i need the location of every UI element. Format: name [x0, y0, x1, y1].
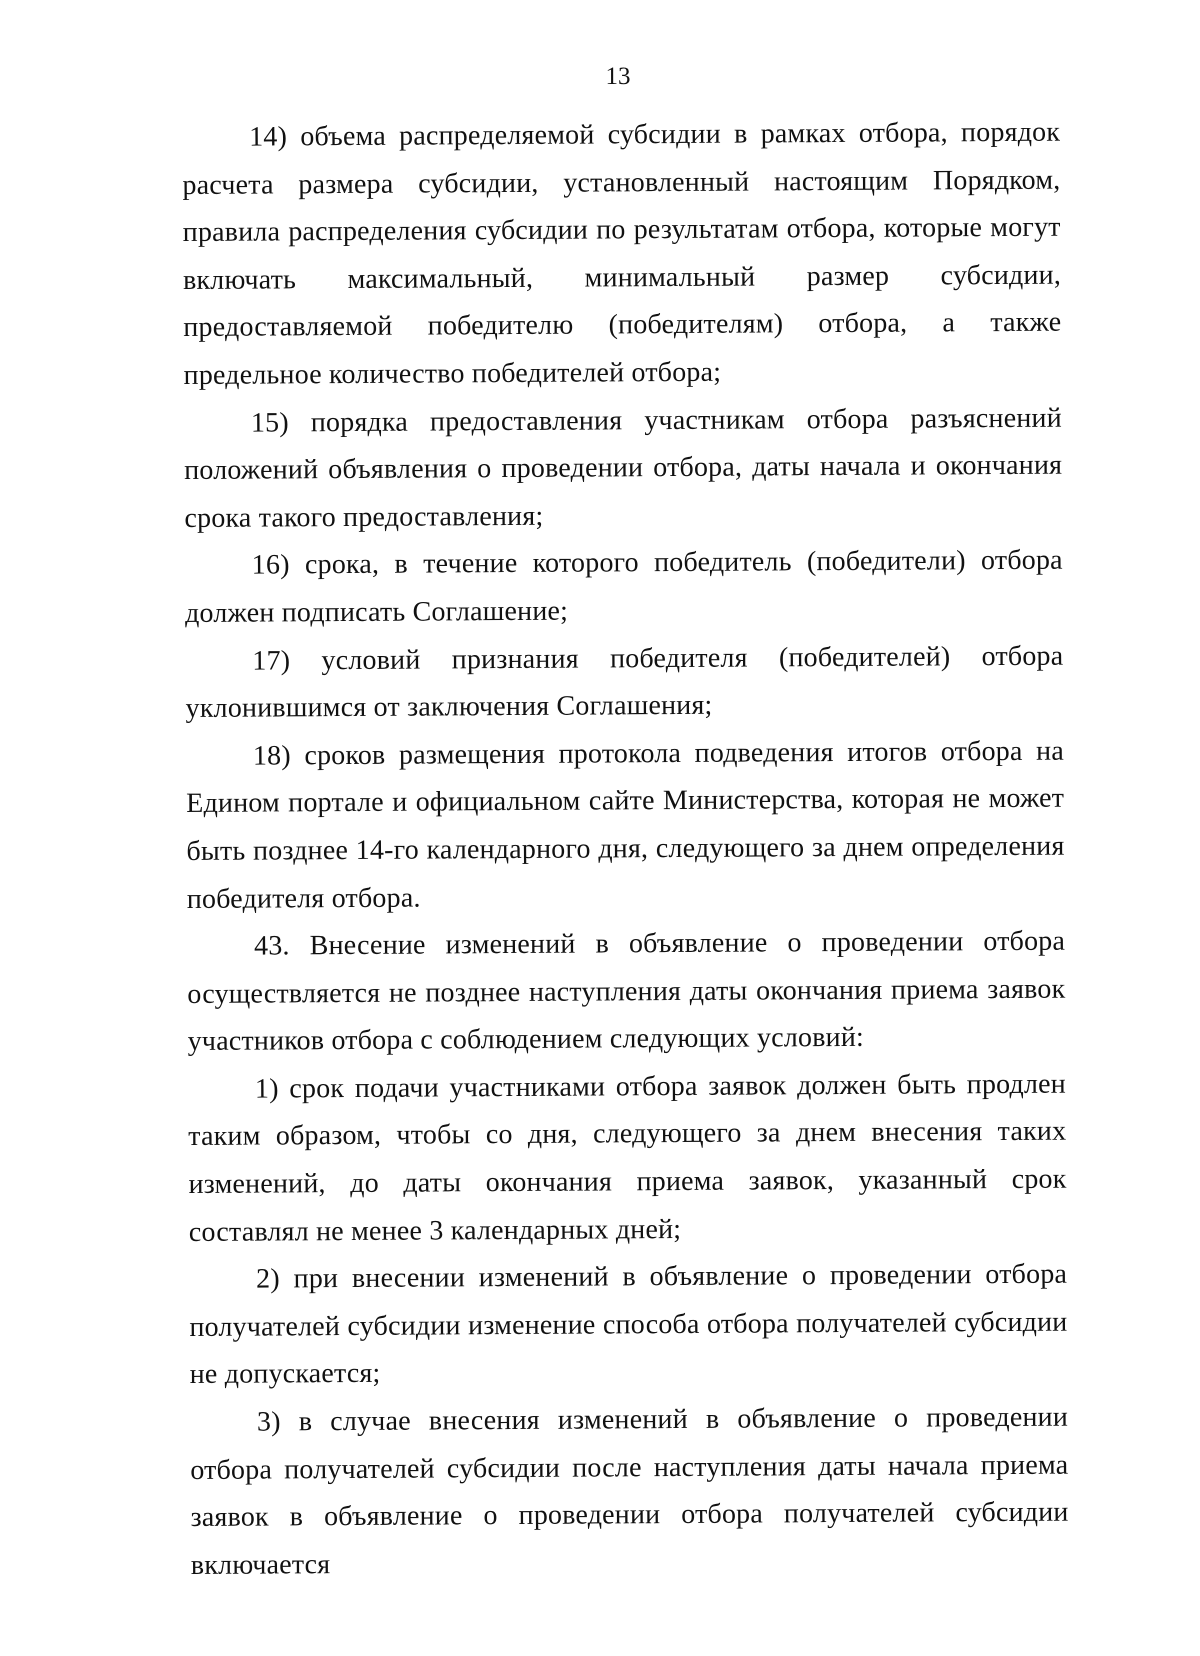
paragraph-item-16: 16) срока, в течение которого победитель (победители) отбора должен подписать Соглашение; — [184, 544, 1063, 629]
paragraph-clause-43: 43. Внесение изменений в объявление о проведении отбора осуществляется не позднее наступления даты окончания приема заявок участников отбора с соблюдением следующих условий: — [187, 925, 1066, 1058]
paragraph-item-14: 14) объема распределяемой субсидии в рамках отбора, порядок расчета размера субсидии, установленный настоящим Порядком, правила распределения субсидии по результатам отбора, которые могут включать максимальный, минимальный размер субсидии, предоставляемой победителю (победителям) отбора, а также предельное количество победителей отбора; — [182, 116, 1062, 391]
paragraph-item-15: 15) порядка предоставления участникам отбора разъяснений положений объявления о проведении отбора, даты начала и окончания срока такого предоставления; — [184, 402, 1063, 534]
paragraph-item-18: 18) сроков размещения протокола подведения итогов отбора на Едином портале и официальном сайте Министерства, которая не может быть позднее 14-го календарного дня, следующего за днем определения победителя отбора. — [186, 735, 1065, 915]
paragraph-condition-1: 1) срок подачи участниками отбора заявок должен быть продлен таким образом, чтобы со дня, следующего за днем внесения таких изменений, до даты окончания приема заявок, указанный срок составлял не менее 3 календарных дней; — [188, 1068, 1067, 1248]
document-body — [182, 109, 1069, 1590]
page-number: 13 — [605, 63, 631, 90]
paragraph-item-17: 17) условий признания победителя (победителей) отбора уклонившимся от заключения Соглашения; — [185, 640, 1064, 725]
paragraph-condition-3: 3) в случае внесения изменений в объявление о проведении отбора получателей субсидии после наступления даты начала приема заявок в объявление о проведении отбора получателей субсидии включается — [190, 1401, 1069, 1581]
paragraph-condition-2: 2) при внесении изменений в объявление о проведении отбора получателей субсидии изменение способа отбора получателей субсидии не допускается; — [189, 1258, 1068, 1391]
